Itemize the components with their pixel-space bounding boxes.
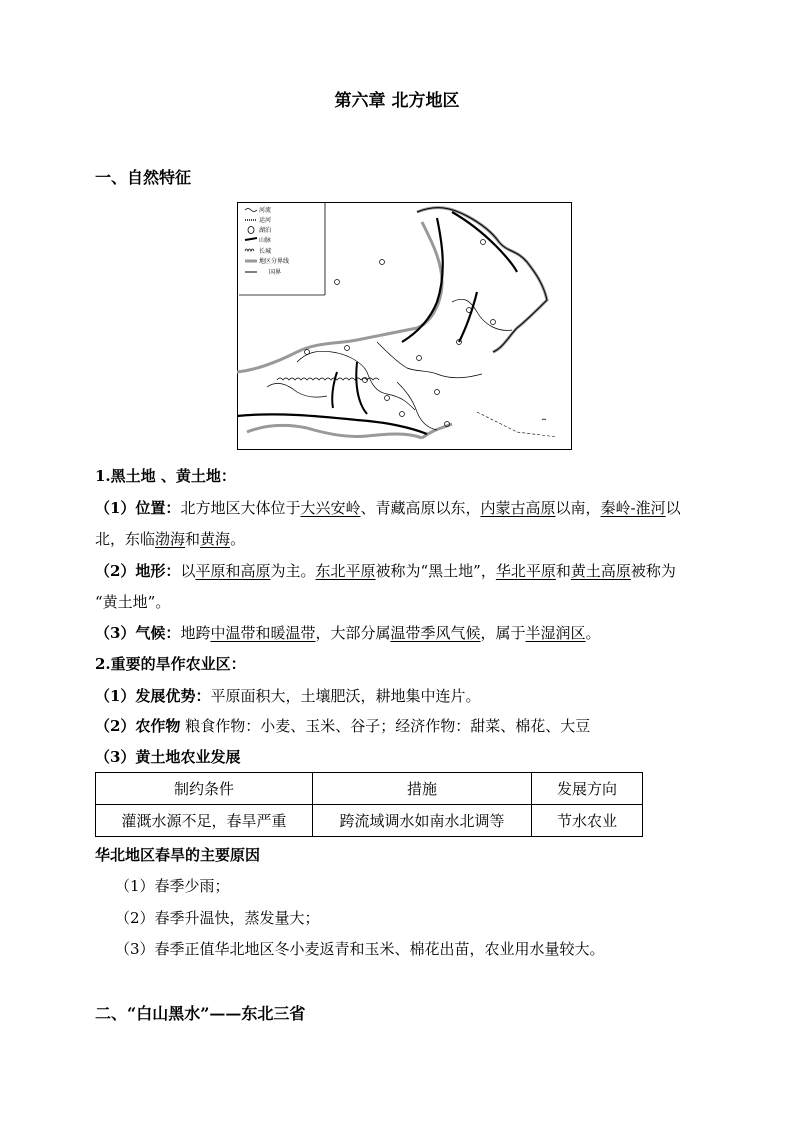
text: 为主。 <box>270 562 316 580</box>
text: 和 <box>185 530 201 548</box>
paragraph-terrain-line2: “黄土地”。 <box>95 593 171 611</box>
subheading-black-yellow-land: 1.黑土地 、黄土地： <box>95 467 236 485</box>
advantages-text: 平原面积大，土壤肥沃，耕地集中连片。 <box>210 687 481 705</box>
subheading-spring-drought: 华北地区春旱的主要原因 <box>95 846 261 864</box>
text: 以 <box>180 562 196 580</box>
table-cell: 跨流域调水如南水北调等 <box>313 805 532 837</box>
label-advantages: （1）发展优势： <box>95 687 211 705</box>
legend-border: 国界 <box>269 269 282 276</box>
text: 地跨 <box>180 624 211 642</box>
term-daxinganling: 大兴安岭 <box>300 499 361 517</box>
term-semi-humid: 半湿润区 <box>525 624 586 642</box>
paragraph-crops <box>95 716 590 736</box>
label-terrain: （2）地形： <box>95 562 181 580</box>
text: 北方地区大体位于 <box>180 499 301 517</box>
term-temperate-zones: 中温带和暖温带 <box>210 624 316 642</box>
paragraph-terrain-line1 <box>95 561 676 581</box>
text: ，属于 <box>480 624 526 642</box>
label-climate: （3）气候： <box>95 624 181 642</box>
section-heading-northeast: 二、“白山黑水”——东北三省 <box>95 1004 306 1023</box>
paragraph-position-line1 <box>95 498 681 518</box>
table-header-cell: 发展方向 <box>532 773 643 805</box>
north-region-map <box>237 202 572 450</box>
constraints-table <box>95 772 643 837</box>
label-crops: （2）农作物 <box>95 717 181 735</box>
text: 以 <box>665 499 681 517</box>
subheading-dry-farming: 2.重要的旱作农业区： <box>95 655 246 673</box>
term-inner-mongolia-plateau: 内蒙古高原 <box>480 499 556 517</box>
term-north-china-plain: 华北平原 <box>495 562 556 580</box>
label-position: （1）位置： <box>95 499 181 517</box>
crops-text: 粮食作物：小麦、玉米、谷子；经济作物：甜菜、棉花、大豆 <box>180 717 591 735</box>
text: 被称为“黑土地”， <box>375 562 496 580</box>
text: 。 <box>585 624 601 642</box>
reason-item: （1）春季少雨； <box>115 877 230 895</box>
text: ，大部分属 <box>315 624 391 642</box>
text: 以南， <box>555 499 601 517</box>
table-header-row <box>96 773 643 805</box>
subheading-loess-agriculture: （3）黄土地农业发展 <box>95 748 241 766</box>
section-heading-natural: 一、自然特征 <box>95 168 192 187</box>
legend-boundary: 地区分界线 <box>259 258 290 265</box>
text: 。 <box>230 530 246 548</box>
table-cell: 灌溉水源不足，春旱严重 <box>96 805 313 837</box>
legend-lake: 湖泊 <box>259 227 272 234</box>
term-yellow-sea: 黄海 <box>200 530 231 548</box>
reason-item: （3）春季正值华北地区冬小麦返青和玉米、棉花出苗，农业用水量较大。 <box>115 940 605 958</box>
page-title: 第六章 北方地区 <box>334 91 460 111</box>
table-row <box>96 805 643 837</box>
term-monsoon-climate: 温带季风气候 <box>390 624 481 642</box>
table-cell: 节水农业 <box>532 805 643 837</box>
text: 、青藏高原以东， <box>360 499 481 517</box>
paragraph-position-line2 <box>95 529 245 549</box>
legend-mountain: 山脉 <box>259 237 272 244</box>
text: 北，东临 <box>95 530 156 548</box>
paragraph-climate <box>95 623 601 643</box>
legend-wall: 长城 <box>259 248 272 255</box>
table-header-cell: 措施 <box>313 773 532 805</box>
legend-river: 河流 <box>259 207 272 214</box>
term-qinling-huaihe: 秦岭-淮河 <box>600 499 666 517</box>
text: 被称为 <box>630 562 676 580</box>
text: 和 <box>555 562 571 580</box>
term-northeast-plain: 东北平原 <box>315 562 376 580</box>
table-header-cell: 制约条件 <box>96 773 313 805</box>
term-bohai: 渤海 <box>155 530 186 548</box>
paragraph-advantages <box>95 686 480 706</box>
reason-item: （2）春季升温快，蒸发量大； <box>115 909 320 927</box>
term-loess-plateau: 黄土高原 <box>570 562 631 580</box>
term-plains-plateaus: 平原和高原 <box>195 562 271 580</box>
legend-canal: 运河 <box>259 217 272 224</box>
